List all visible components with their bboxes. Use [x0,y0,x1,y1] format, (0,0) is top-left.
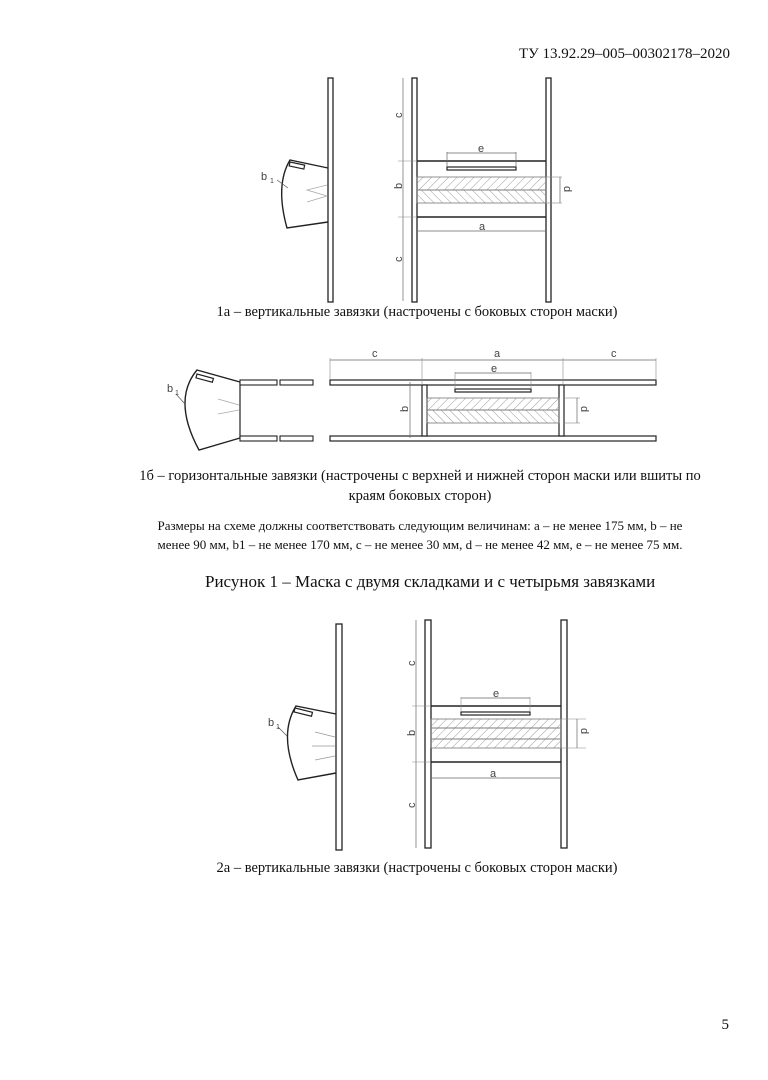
page-number: 5 [721,1017,729,1033]
svg-text:e: e [478,143,485,155]
svg-text:b: b [399,405,411,412]
svg-text:a: a [490,768,497,780]
figure-2a-caption: 2а – вертикальные завязки (настрочены с боковых сторон маски) [216,860,618,876]
figure-1-title: Рисунок 1 – Маска с двумя складками и с четырьмя завязками [205,572,656,591]
document-code-header: ТУ 13.92.29–005–00302178–2020 [518,46,730,62]
svg-text:b: b [406,729,418,736]
svg-text:c: c [393,256,405,262]
svg-text:e: e [491,363,498,375]
svg-text:d: d [561,186,573,193]
svg-text:b: b [393,182,405,189]
svg-text:c: c [372,348,378,360]
svg-text:b: b [268,717,275,729]
figure-2a-diagram [250,610,610,860]
figure-1b-diagram [150,340,680,460]
figure-1a-diagram [250,70,580,310]
svg-text:c: c [406,660,418,666]
figure-1b-caption-line1: 1б – горизонтальные завязки (настрочены с верхней и нижней сторон маски или вшиты по [139,468,701,484]
svg-text:c: c [393,112,405,118]
svg-text:a: a [479,221,486,233]
svg-text:c: c [611,348,617,360]
svg-text:a: a [494,348,501,360]
svg-text:1: 1 [175,390,179,397]
svg-text:1: 1 [276,724,280,731]
svg-text:c: c [406,802,418,808]
dimensions-note [100,516,740,554]
dimensions-note-line2: менее 90 мм, b1 – не менее 170 мм, c – не менее 30 мм, d – не менее 42 мм, e – не менее 75 мм. [157,537,683,552]
figure-1a-caption: 1а – вертикальные завязки (настрочены с боковых сторон маски) [216,304,618,320]
svg-text:1: 1 [270,178,274,185]
svg-text:d: d [578,728,590,735]
figure-1b-caption-line2: краям боковых сторон) [348,488,492,504]
svg-text:b: b [261,171,268,183]
figure-1b-caption [110,466,730,506]
svg-text:b: b [167,383,174,395]
svg-text:e: e [493,688,500,700]
svg-text:d: d [578,406,590,413]
dimensions-note-line1: Размеры на схеме должны соответствовать следующим величинам: a – не менее 175 мм, b – не [157,518,683,533]
